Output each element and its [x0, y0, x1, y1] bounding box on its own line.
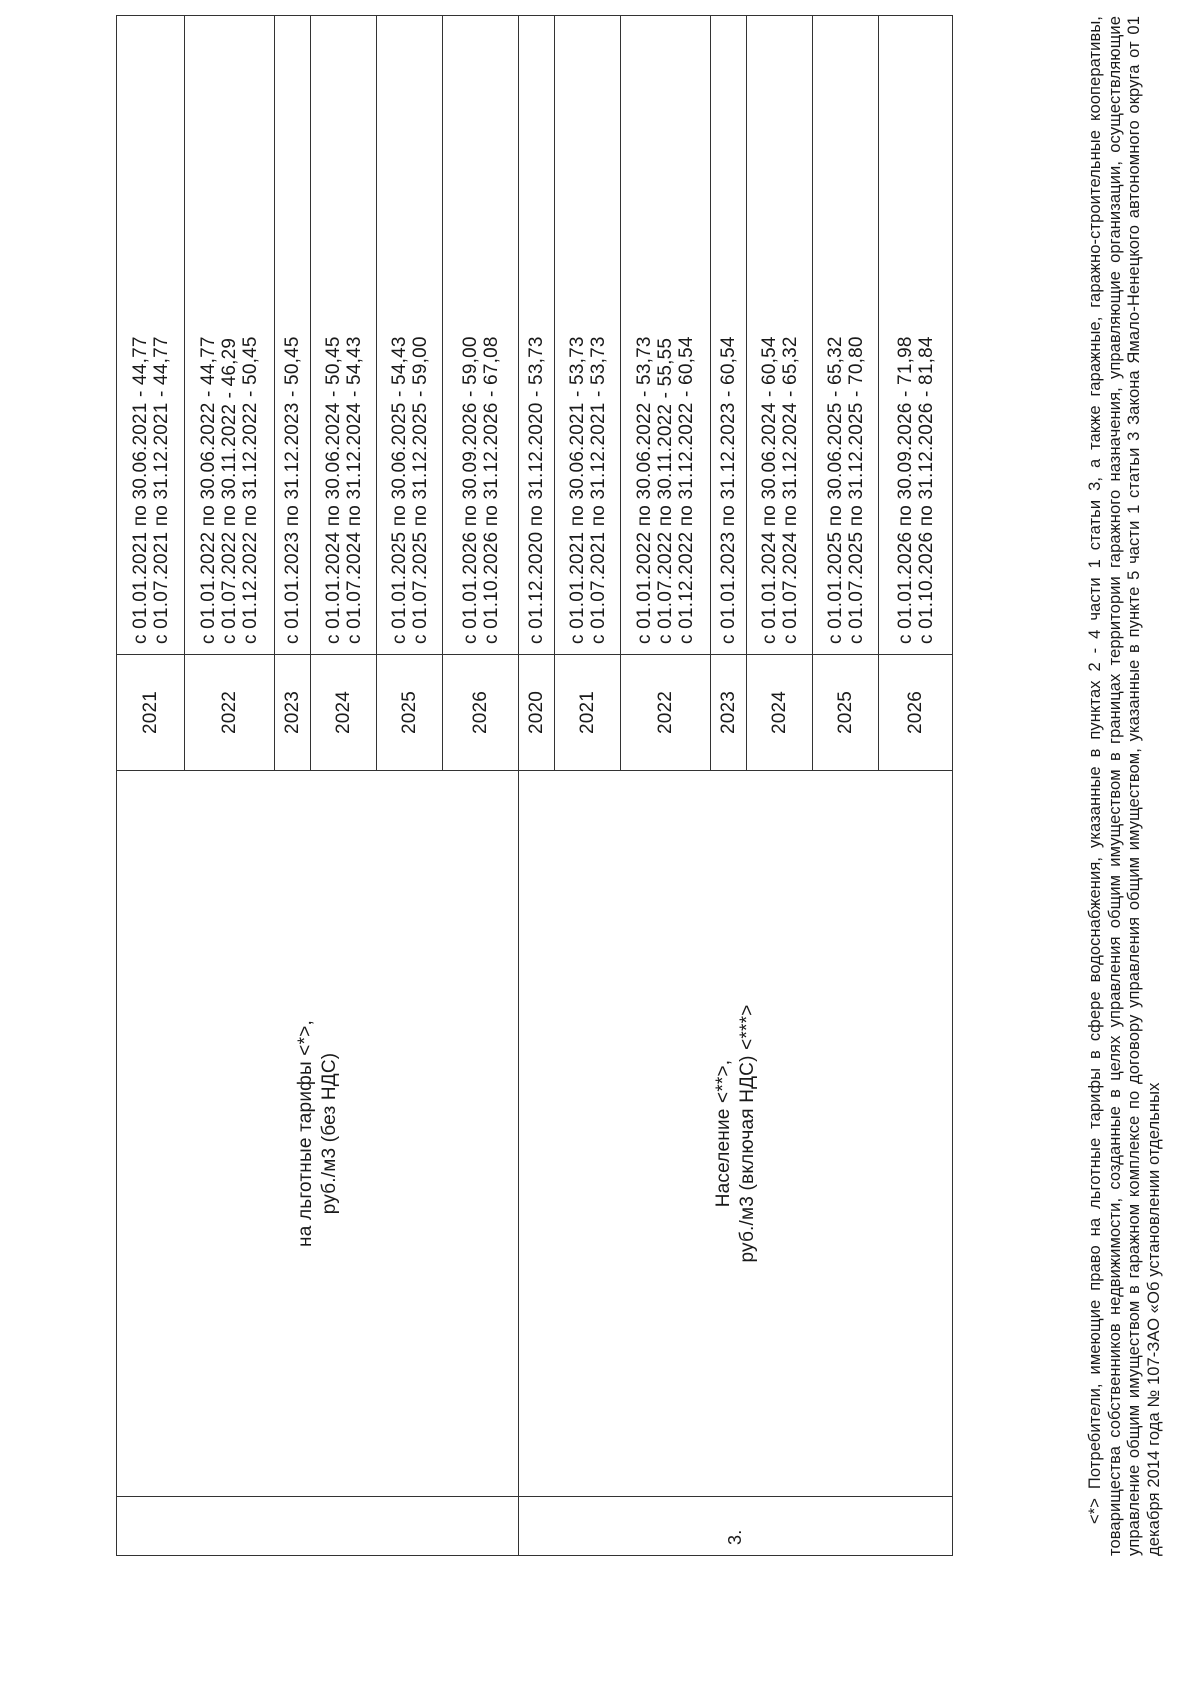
tariff-periods-cell [117, 16, 185, 655]
year-cell: 2023 [711, 655, 747, 771]
tariff-period-line: с 01.01.2025 по 30.06.2025 - 54,43 [388, 336, 410, 644]
section-name-cell [519, 771, 953, 1497]
tariff-period-line: с 01.01.2022 по 30.06.2022 - 53,73 [634, 336, 655, 644]
year-cell: 2026 [879, 655, 953, 771]
tariff-periods-cell [813, 16, 879, 655]
tariff-period-line: с 01.01.2026 по 30.09.2026 - 59,00 [459, 336, 481, 644]
year-cell: 2024 [747, 655, 813, 771]
section-name-line: Население <**>, [712, 1059, 734, 1208]
year-cell: 2023 [275, 655, 311, 771]
tariff-table-body [117, 16, 953, 1556]
tariff-periods-cell [555, 16, 621, 655]
tariff-period-line: с 01.07.2025 по 31.12.2025 - 59,00 [409, 336, 431, 644]
tariff-period-line: с 01.01.2026 по 30.09.2026 - 71,98 [894, 336, 916, 644]
year-cell: 2025 [813, 655, 879, 771]
year-cell: 2025 [377, 655, 443, 771]
tariff-period-line: с 01.07.2021 по 31.12.2021 - 53,73 [587, 336, 609, 644]
tariff-periods-cell [879, 16, 953, 655]
tariff-period-line: с 01.07.2022 по 30.11.2022 - 55,55 [655, 337, 676, 644]
tariff-period-line: с 01.07.2024 по 31.12.2024 - 65,32 [779, 336, 801, 644]
tariff-period-line: с 01.12.2020 по 31.12.2020 - 53,73 [526, 336, 547, 644]
tariff-period-line: с 01.01.2025 по 30.06.2025 - 65,32 [824, 336, 846, 644]
tariff-period-line: с 01.10.2026 по 31.12.2026 - 67,08 [480, 336, 502, 644]
year-cell: 2021 [117, 655, 185, 771]
section-name-line: руб./м3 (включая НДС) <***> [736, 1004, 758, 1263]
tariff-periods-cell [747, 16, 813, 655]
tariff-period-line: с 01.01.2023 по 31.12.2023 - 60,54 [718, 336, 739, 644]
year-cell: 2020 [519, 655, 555, 771]
table-row [519, 16, 555, 1556]
year-cell: 2022 [621, 655, 711, 771]
tariff-periods-cell [311, 16, 377, 655]
tariff-period-line: с 01.01.2022 по 30.06.2022 - 44,77 [198, 336, 219, 644]
section-number-cell: 3. [519, 1497, 953, 1556]
year-cell: 2026 [443, 655, 519, 771]
tariff-period-line: с 01.01.2023 по 31.12.2023 - 50,45 [282, 336, 303, 644]
tariff-period-line: с 01.01.2024 по 30.06.2024 - 50,45 [322, 336, 344, 644]
tariff-periods-cell [519, 16, 555, 655]
tariff-period-line: с 01.07.2024 по 31.12.2024 - 54,43 [343, 336, 365, 644]
tariff-period-line: с 01.10.2026 по 31.12.2026 - 81,84 [915, 336, 937, 644]
section-name-cell [117, 771, 519, 1497]
section-name-line: руб./м3 (без НДС) [318, 1052, 340, 1215]
tariff-periods-cell [275, 16, 311, 655]
tariff-periods-cell [711, 16, 747, 655]
footnote: <*> Потребители, имеющие право на льготные тарифы в сфере водоснабжения, указанные в пунктах 2 - 4 части 1 статьи 3, а также гаражные, гаражно-строительные кооперативы, товарищества собственников недвижимости, созданные в целях управления общим имуществом в границах территории гаражного назначения, управляющие организации, осуществляющие управление общим имуществом в гаражном комплексе по договору управления общим имуществом, указанные в пункте 5 части 1 статьи 3 Закона Ямало-Ненецкого автономного округа от 01 декабря 2014 года № 107-ЗАО «Об установлении отдельных [1086, 16, 1163, 1556]
section-number-cell [117, 1497, 519, 1556]
tariff-table [116, 15, 953, 1556]
tariff-period-line: с 01.01.2021 по 30.06.2021 - 53,73 [566, 336, 588, 644]
tariff-period-line: с 01.07.2025 по 31.12.2025 - 70,80 [845, 336, 867, 644]
year-cell: 2024 [311, 655, 377, 771]
tariff-period-line: с 01.01.2021 по 30.06.2021 - 44,77 [129, 336, 151, 644]
tariff-period-line: с 01.12.2022 по 31.12.2022 - 50,45 [240, 336, 261, 644]
tariff-periods-cell [621, 16, 711, 655]
tariff-period-line: с 01.07.2022 по 30.11.2022 - 46,29 [219, 337, 240, 644]
table-row [117, 16, 185, 1556]
tariff-period-line: с 01.01.2024 по 30.06.2024 - 60,54 [758, 336, 780, 644]
tariff-periods-cell [443, 16, 519, 655]
tariff-periods-cell [377, 16, 443, 655]
year-cell: 2022 [185, 655, 275, 771]
tariff-periods-cell [185, 16, 275, 655]
tariff-period-line: с 01.07.2021 по 31.12.2021 - 44,77 [150, 336, 172, 644]
tariff-period-line: с 01.12.2022 по 31.12.2022 - 60,54 [676, 336, 697, 644]
year-cell: 2021 [555, 655, 621, 771]
section-name-line: на льготные тарифы <*>, [294, 1020, 316, 1247]
